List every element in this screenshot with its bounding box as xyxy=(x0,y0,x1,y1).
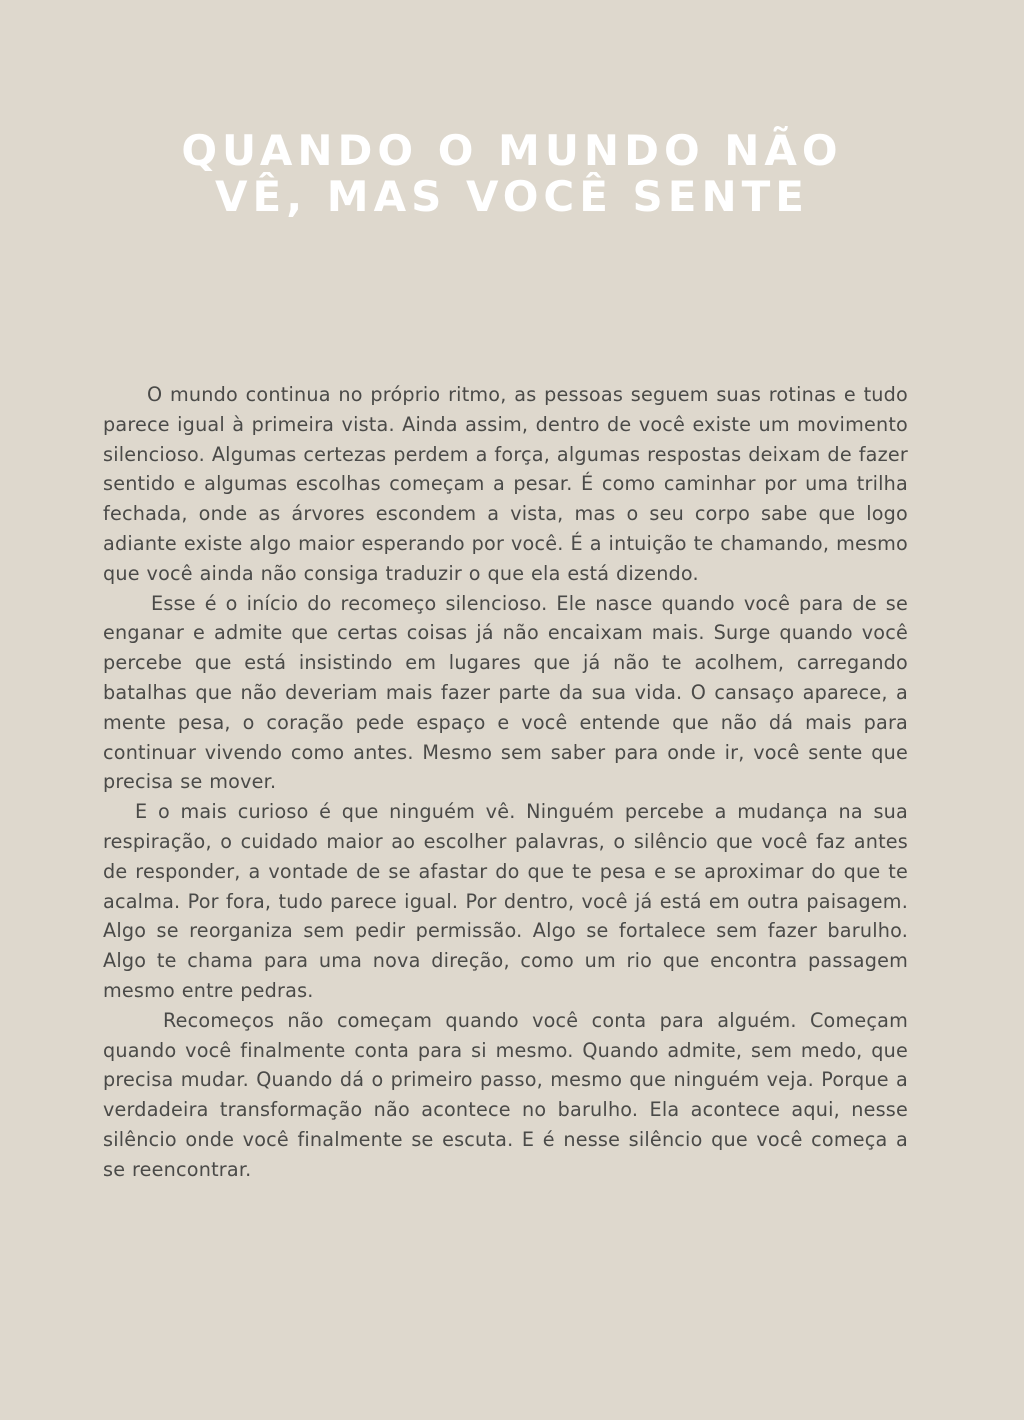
paragraph-2: Esse é o início do recomeço silencioso. Ele nasce quando você para de se enganar e admite que certas coisas já não encaixam mais. Surge quando você percebe que está insistindo em lugares que já não te acolhem, carregando batalhas que não deveriam mais fazer parte da sua vida. O cansaço aparece, a mente pesa, o coração pede espaço e você entende que não dá mais para continuar vivendo como antes. Mesmo sem saber para onde ir, você sente que precisa se mover. xyxy=(103,591,908,794)
page-title xyxy=(0,128,1024,220)
body-text xyxy=(103,380,908,1185)
paragraph-4: Recomeços não começam quando você conta para alguém. Começam quando você finalmente conta para si mesmo. Quando admite, sem medo, que precisa mudar. Quando dá o primeiro passo, mesmo que ninguém veja. Porque a verdadeira transformação não acontece no barulho. Ela acontece aqui, nesse silêncio onde você finalmente se escuta. E é nesse silêncio que você começa a se reencontrar. xyxy=(103,1008,908,1181)
title-line-1: QUANDO O MUNDO NÃO xyxy=(181,126,843,175)
title-line-2: VÊ, MAS VOCÊ SENTE xyxy=(215,172,809,221)
paragraph-1: O mundo continua no próprio ritmo, as pessoas seguem suas rotinas e tudo parece igual à primeira vista. Ainda assim, dentro de você existe um movimento silencioso. Algumas certezas perdem a força, algumas respostas deixam de fazer sentido e algumas escolhas começam a pesar. É como caminhar por uma trilha fechada, onde as árvores escondem a vista, mas o seu corpo sabe que logo adiante existe algo maior esperando por você. É a intuição te chamando, mesmo que você ainda não consiga traduzir o que ela está dizendo. xyxy=(103,383,908,585)
paragraph-3: E o mais curioso é que ninguém vê. Ninguém percebe a mudança na sua respiração, o cuidado maior ao escolher palavras, o silêncio que você faz antes de responder, a vontade de se afastar do que te pesa e se aproximar do que te acalma. Por fora, tudo parece igual. Por dentro, você já está em outra paisagem. Algo se reorganiza sem pedir permissão. Algo se fortalece sem fazer barulho. Algo te chama para uma nova direção, como um rio que encontra passagem mesmo entre pedras. xyxy=(103,800,908,1002)
